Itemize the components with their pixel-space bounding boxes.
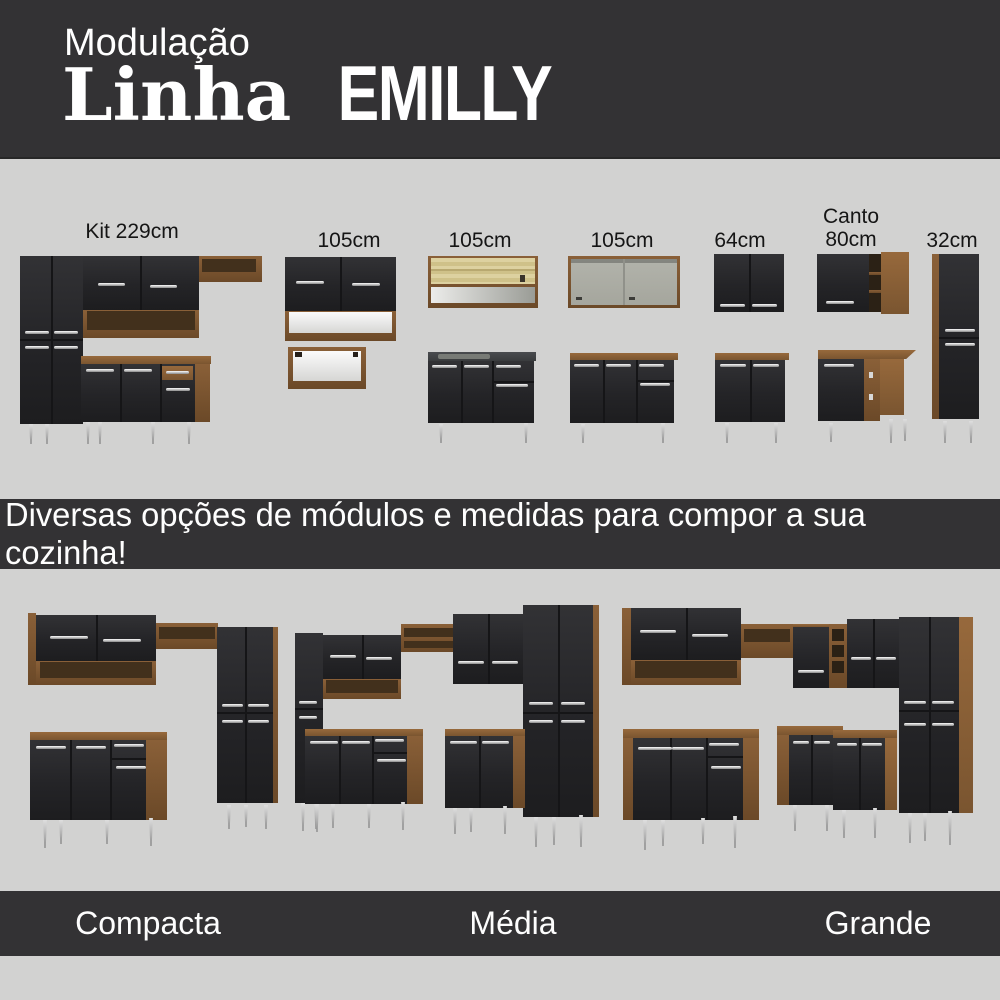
- banner-text: Diversas opções de módulos e medidas para compor a sua cozinha!: [5, 496, 866, 571]
- module-label-kit-229: Kit 229cm: [85, 220, 179, 243]
- kitchen-label-compacta: Compacta: [75, 905, 221, 941]
- module-label-105-c: 105cm: [590, 229, 654, 252]
- title-word-emilly: EMILLY: [338, 49, 552, 137]
- header-kicker: Modulação: [64, 22, 250, 64]
- kitchen-label-grande: Grande: [824, 905, 932, 941]
- page-title: [62, 50, 578, 138]
- header-divider: [0, 157, 1000, 159]
- header-band: [0, 0, 1000, 157]
- title-word-linha: Linha: [62, 52, 292, 137]
- module-label-canto-80: Canto 80cm: [822, 205, 880, 251]
- kitchen-label-media: Média: [469, 905, 557, 941]
- banner-band: [0, 496, 1000, 571]
- module-label-64: 64cm: [714, 229, 766, 252]
- module-label-105-b: 105cm: [448, 229, 512, 252]
- module-label-105-a: 105cm: [317, 229, 381, 252]
- sizes-band: [0, 891, 1000, 956]
- module-label-32: 32cm: [926, 229, 978, 252]
